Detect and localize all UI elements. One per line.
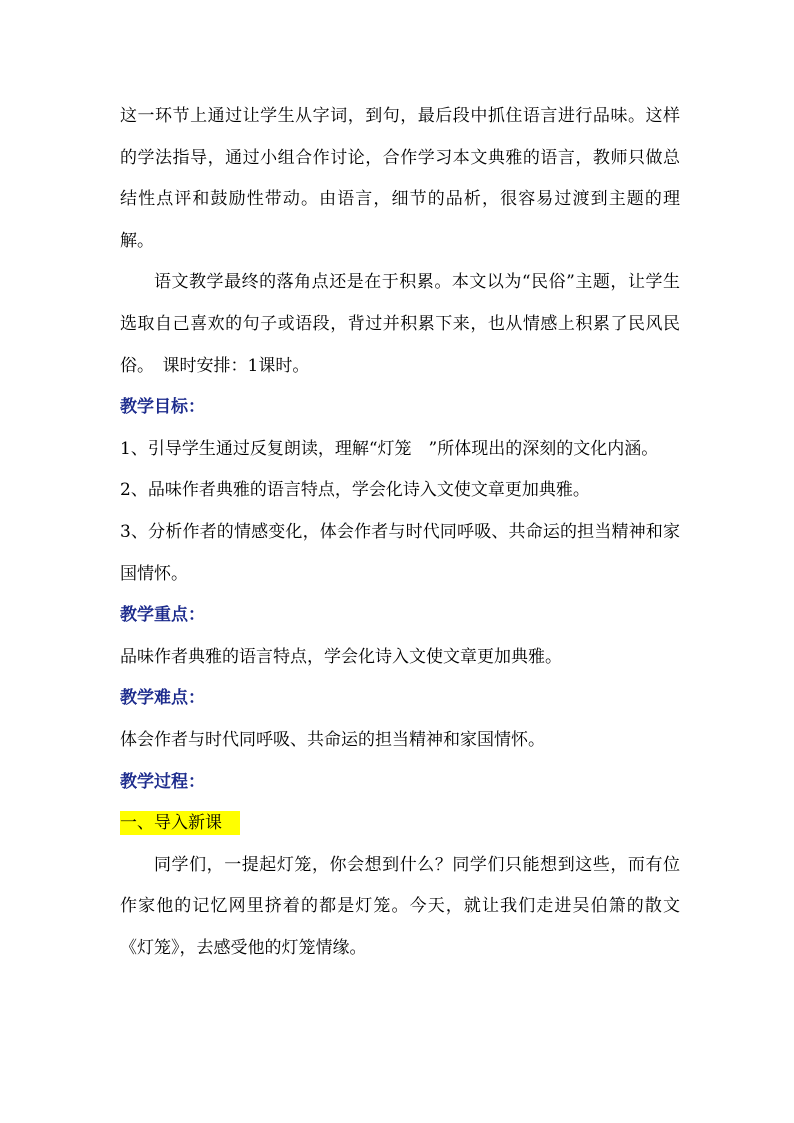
paragraph-introduction: 同学们，一提起灯笼，你会想到什么？同学们只能想到这些，而有位作家他的记忆网里挤着的都是灯笼。今天，就让我们走进吴伯箫的散文《灯笼》，去感受他的灯笼情缘。 <box>120 854 680 958</box>
section-title-introduction: 一、导入新课 <box>120 811 240 835</box>
paragraph-accumulation: 语文教学最终的落角点还是在于积累。本文以为“民俗”主题，让学生选取自己喜欢的句子或语段，背过并积累下来，也从情感上积累了民风民俗。 课时安排：1课时。 <box>120 272 680 376</box>
heading-teaching-goals: 教学目标： <box>120 397 205 418</box>
goal-item-2: 2、品味作者典雅的语言特点，学会化诗入文使文章更加典雅。 <box>120 480 590 501</box>
heading-teaching-key-point: 教学重点： <box>120 605 205 626</box>
heading-teaching-difficulty: 教学难点： <box>120 688 205 709</box>
difficulty-text: 体会作者与时代同呼吸、共命运的担当精神和家国情怀。 <box>120 729 545 750</box>
document-page <box>120 96 680 969</box>
key-point-text: 品味作者典雅的语言特点，学会化诗入文使文章更加典雅。 <box>120 646 562 667</box>
goal-item-3: 3、分析作者的情感变化，体会作者与时代同呼吸、共命运的担当精神和家国情怀。 <box>120 521 680 584</box>
section-title-wrap <box>120 803 680 845</box>
goal-item-1: 1、引导学生通过反复朗读，理解“灯笼 ”所体现出的深刻的文化内涵。 <box>120 438 659 459</box>
paragraph-method: 这一环节上通过让学生从字词，到句，最后段中抓住语言进行品味。这样的学法指导，通过小组合作讨论，合作学习本文典雅的语言，教师只做总结性点评和鼓励性带动。由语言，细节的品析，很容易过渡到主题的理解。 <box>120 106 680 251</box>
heading-teaching-process: 教学过程： <box>120 771 205 792</box>
